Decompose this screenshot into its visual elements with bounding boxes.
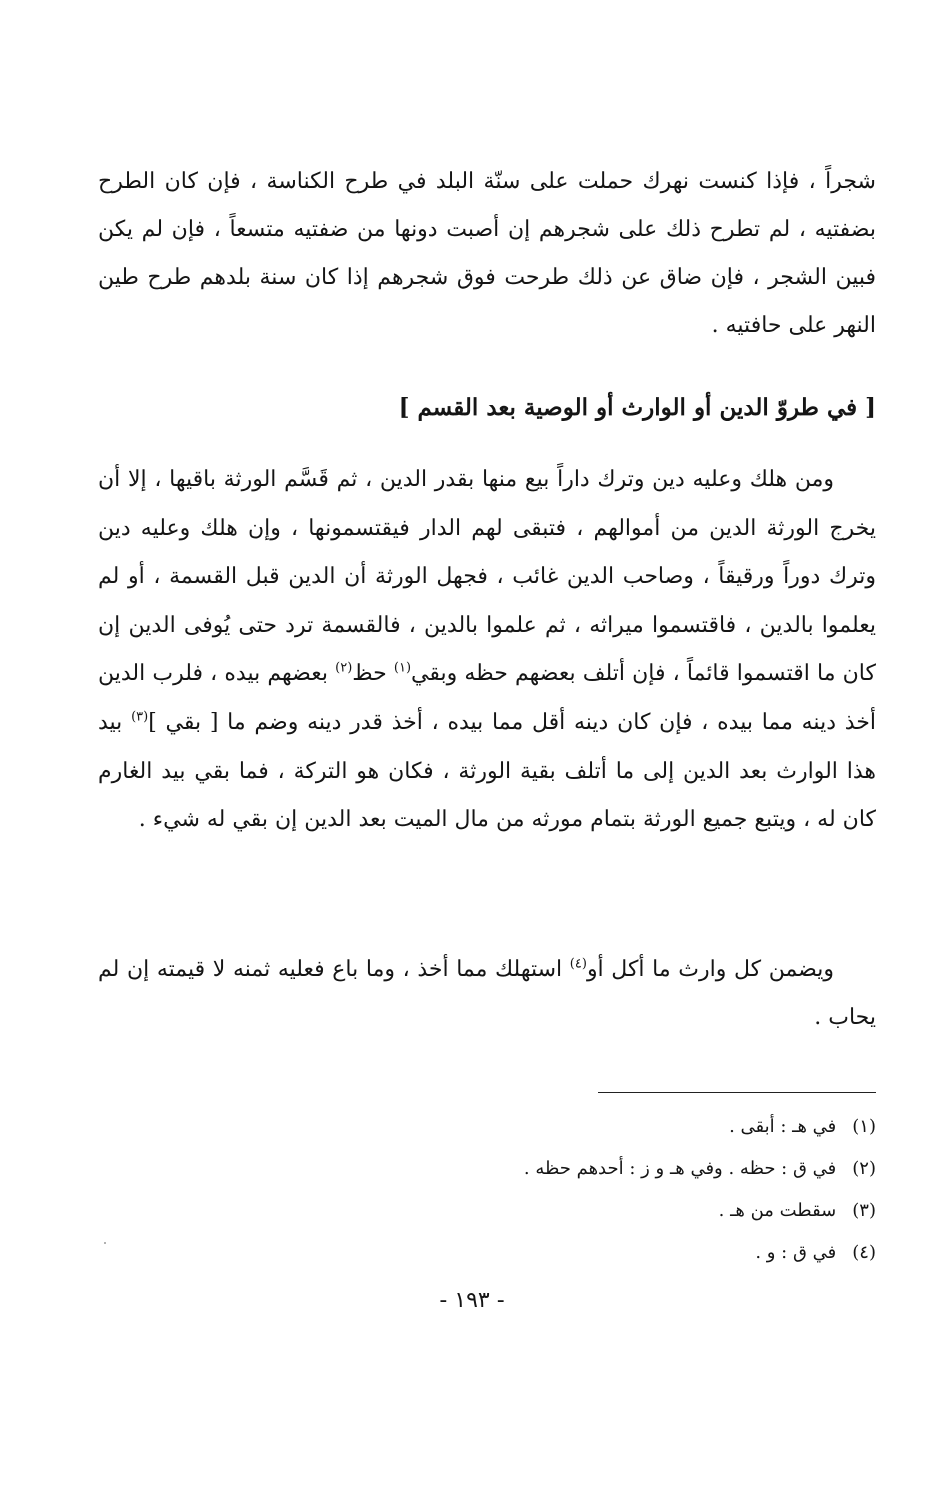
paragraph-text: استهلك مما أخذ ، وما باع فعليه ثمنه لا قيمته إن لم يحاب .: [98, 957, 876, 1030]
footnote-number: (١): [852, 1116, 876, 1137]
paragraph-debt-inheritance: [98, 456, 876, 845]
footnote-item: [400, 1148, 876, 1190]
page-number: - ١٩٣ -: [439, 1288, 505, 1313]
footnote-ref-2: (٢): [335, 661, 353, 677]
footnote-text: في ق : و .: [755, 1242, 837, 1263]
scan-speck: [104, 1242, 106, 1244]
paragraph-text: ومن هلك وعليه دين وترك داراً بيع منها بقدر الدين ، ثم قَسَّم الورثة باقيها ، إلا أن يخرج الورثة الدين من أموالهم ، فتبقى لهم الدار فيقتسمونها ، وإن هلك وعليه دين وترك دوراً ورقيقاً ، وصاحب الدين غائب ، فجهل الورثة أن الدين قبل القسمة ، أو لم يعلموا بالدين ، فاقتسموا ميراثه ، ثم علموا بالدين ، فالقسمة ترد حتى يُوفى الدين إن كان ما اقتسموا قائماً ، فإن أتلف بعضهم حظه وبقي: [98, 467, 876, 687]
section-heading: [ في طروّ الدين أو الوارث أو الوصية بعد القسم ]: [398, 394, 876, 421]
footnote-number: (٤): [852, 1242, 876, 1263]
footnote-text: سقطت من هـ .: [718, 1200, 837, 1221]
footnote-item: [400, 1106, 876, 1148]
footnote-ref-3: (٣): [131, 709, 149, 725]
footnote-ref-1: (١): [393, 661, 412, 677]
footnote-number: (٣): [852, 1200, 876, 1221]
paragraph-text: بيد هذا الوارث بعد الدين إلى ما أتلف بقية الورثة ، فكان هو التركة ، فما بقي بيد الغارم كان له ، ويتبع جميع الورثة بتمام مورثه من مال الميت بعد الدين إن بقي له شيء .: [98, 709, 876, 833]
footnote-text: في ق : حظه . وفي هـ و ز : أحدهم حظه .: [523, 1158, 837, 1179]
paragraph-text: ويضمن كل وارث ما أكل أو: [586, 957, 834, 982]
footnote-text: في هـ : أبقى .: [729, 1116, 837, 1137]
footnote-divider: [598, 1092, 876, 1093]
footnote-item: [400, 1232, 876, 1274]
paragraph-continued: شجراً ، فإذا كنست نهرك حملت على سنّة البلد في طرح الكناسة ، فإن كان الطرح بضفتيه ، لم تطرح ذلك على شجرهم إن أصبت دونها من ضفتيه متسعاً ، فإن لم يكن فبين الشجر ، فإن ضاق عن ذلك طرحت فوق شجرهم إذا كان سنة بلدهم طرح طين النهر على حافتيه .: [98, 169, 877, 338]
footnote-number: (٢): [852, 1158, 876, 1179]
footnotes: [400, 1106, 876, 1274]
paragraph-text: حظ: [352, 661, 394, 687]
footnote-ref-4: (٤): [569, 956, 587, 972]
paragraph-heir-liability: [98, 946, 876, 1042]
paragraph-text: بعضهم بيده ، فلرب الدين أخذ دينه مما بيده ، فإن كان دينه أقل مما بيده ، أخذ قدر دينه وضم ما [ بقي ]: [98, 661, 876, 735]
footnote-item: [400, 1190, 876, 1232]
